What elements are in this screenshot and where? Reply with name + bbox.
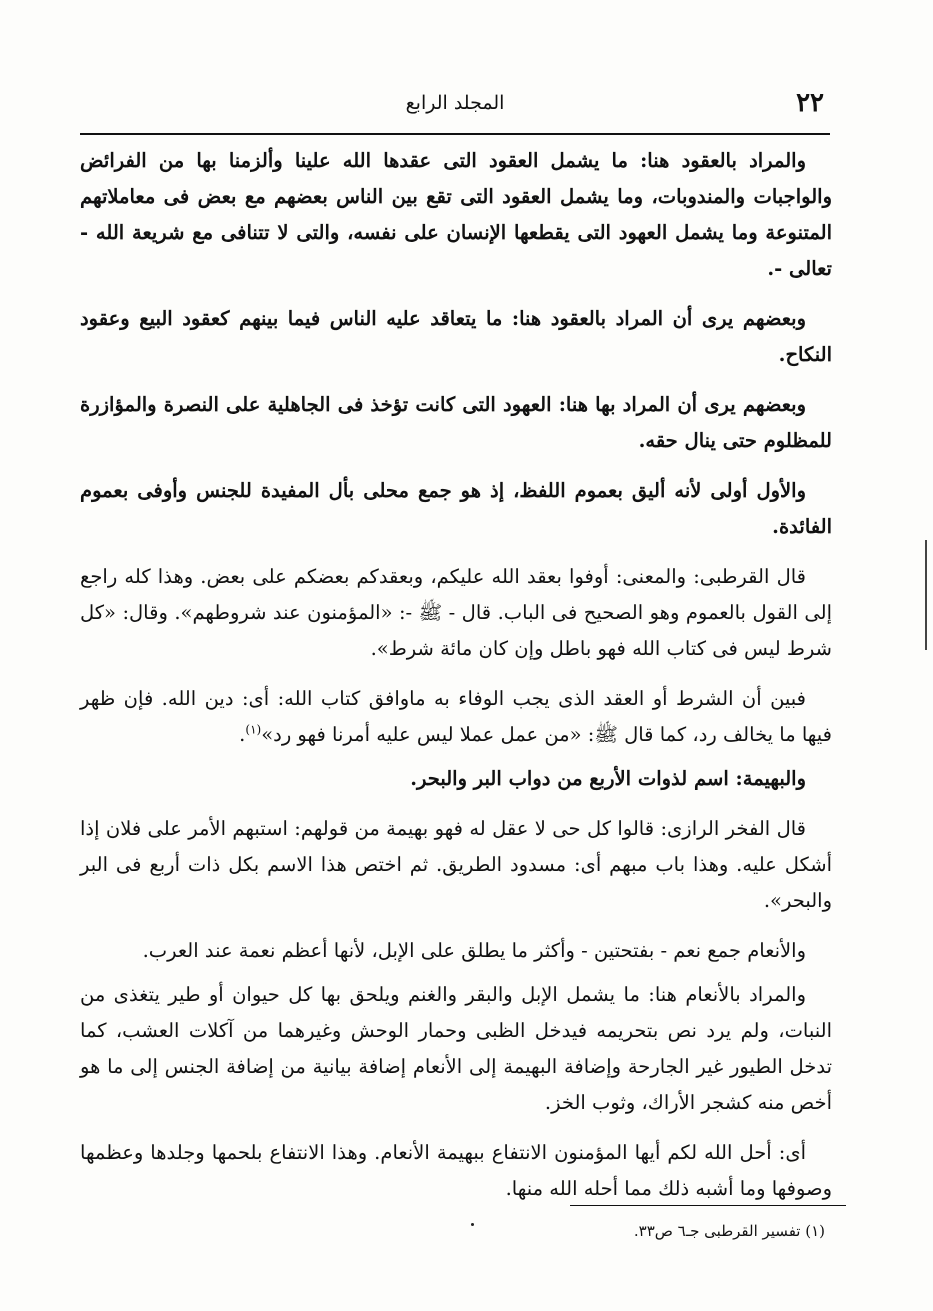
footnote-rule (570, 1205, 846, 1206)
paragraph-livestock-definition: والأنعام جمع نعم - بفتحتين - وأكثر ما يطلق على الإبل، لأنها أعظم نعمة عند العرب. (142, 939, 806, 962)
paragraph-razi-quote: قال الفخر الرازى: قالوا كل حى لا عقل له فهو بهيمة من قولهم: استبهم الأمر على فلان إذا أشكل عليه. وهذا باب مبهم أى: مسدود الطريق. ثم اختص هذا الاسم بكل ذات أربع فى البر والبحر». (80, 817, 832, 912)
scan-edge-mark (925, 540, 927, 650)
paragraph-preferred-opinion: والأول أولى لأنه أليق بعموم اللفظ، إذ هو جمع محلى بأل المفيدة للجنس وأوفى بعموم الفائدة. (80, 479, 832, 538)
body-text (80, 143, 832, 1221)
footnote-marker: (١) (245, 722, 262, 737)
running-head: المجلد الرابع (405, 92, 505, 114)
paragraph-beast-definition: والبهيمة: اسم لذوات الأربع من دواب البر والبحر. (410, 767, 806, 790)
paragraph-qurtubi-quote: قال القرطبى: والمعنى: أوفوا بعقد الله عليكم، وبعقدكم بعضكم على بعض. وهذا كله راجع إلى القول بالعموم وهو الصحيح فى الباب. قال - ﷺ -: «المؤمنون عند شروطهم». وقال: «كل شرط ليس فى كتاب الله فهو باطل وإن كان مائة شرط». (80, 565, 832, 660)
paragraph-permission-summary: أى: أحل الله لكم أيها المؤمنون الانتفاع ببهيمة الأنعام. وهذا الانتفاع بلحمها وجلدها وعظمها وصوفها وما أشبه ذلك مما أحله الله منها. (80, 1141, 832, 1200)
header-rule (80, 133, 830, 135)
paragraph-second-opinion: وبعضهم يرى أن المراد بالعقود هنا: ما يتعاقد عليه الناس فيما بينهم كعقود البيع وعقود النكاح. (80, 307, 832, 366)
page-header (80, 88, 830, 128)
paragraph-condition-text: فبين أن الشرط أو العقد الذى يجب الوفاء به ماوافق كتاب الله: أى: دين الله. فإن ظهر فيها ما يخالف رد، كما قال ﷺ: «من عمل عملا ليس عليه أمرنا فهو رد» (80, 687, 832, 746)
paragraph-livestock-meaning: والمراد بالأنعام هنا: ما يشمل الإبل والبقر والغنم ويلحق بها كل حيوان أو طير يتغذى من النبات، ولم يرد نص بتحريمه فيدخل الظبى وحمار الوحش وغيرهما من آكلات العشب، كما تدخل الطيور غير الجارحة وإضافة البهيمة إلى الأنعام إضافة بيانية من إضافة الجنس إلى ما هو أخص منه كشجر الأراك، وثوب الخز. (80, 983, 832, 1114)
page-number: ٢٢ (796, 88, 824, 118)
paragraph-condition-ruling: فبين أن الشرط أو العقد الذى يجب الوفاء به ماوافق كتاب الله: أى: دين الله. فإن ظهر فيها ما يخالف رد، كما قال ﷺ: «من عمل عملا ليس عليه أمرنا فهو رد»$^{(١)}$. (80, 687, 832, 746)
footnote: (١) تفسير القرطبى جـ٦ ص٣٣. (633, 1222, 825, 1240)
paragraph-contracts-meaning: والمراد بالعقود هنا: ما يشمل العقود التى عقدها الله علينا وألزمنا بها من الفرائض والواجبات والمندوبات، وما يشمل العقود التى تقع بين الناس بعضهم مع بعض فى معاملاتهم المتنوعة وما يشمل العهود التى يقطعها الإنسان على نفسه، والتى لا تتنافى مع شريعة الله - تعالى -. (80, 149, 832, 280)
paragraph-third-opinion: وبعضهم يرى أن المراد بها هنا: العهود التى كانت تؤخذ فى الجاهلية على النصرة والمؤازرة للمظلوم حتى ينال حقه. (80, 393, 832, 452)
